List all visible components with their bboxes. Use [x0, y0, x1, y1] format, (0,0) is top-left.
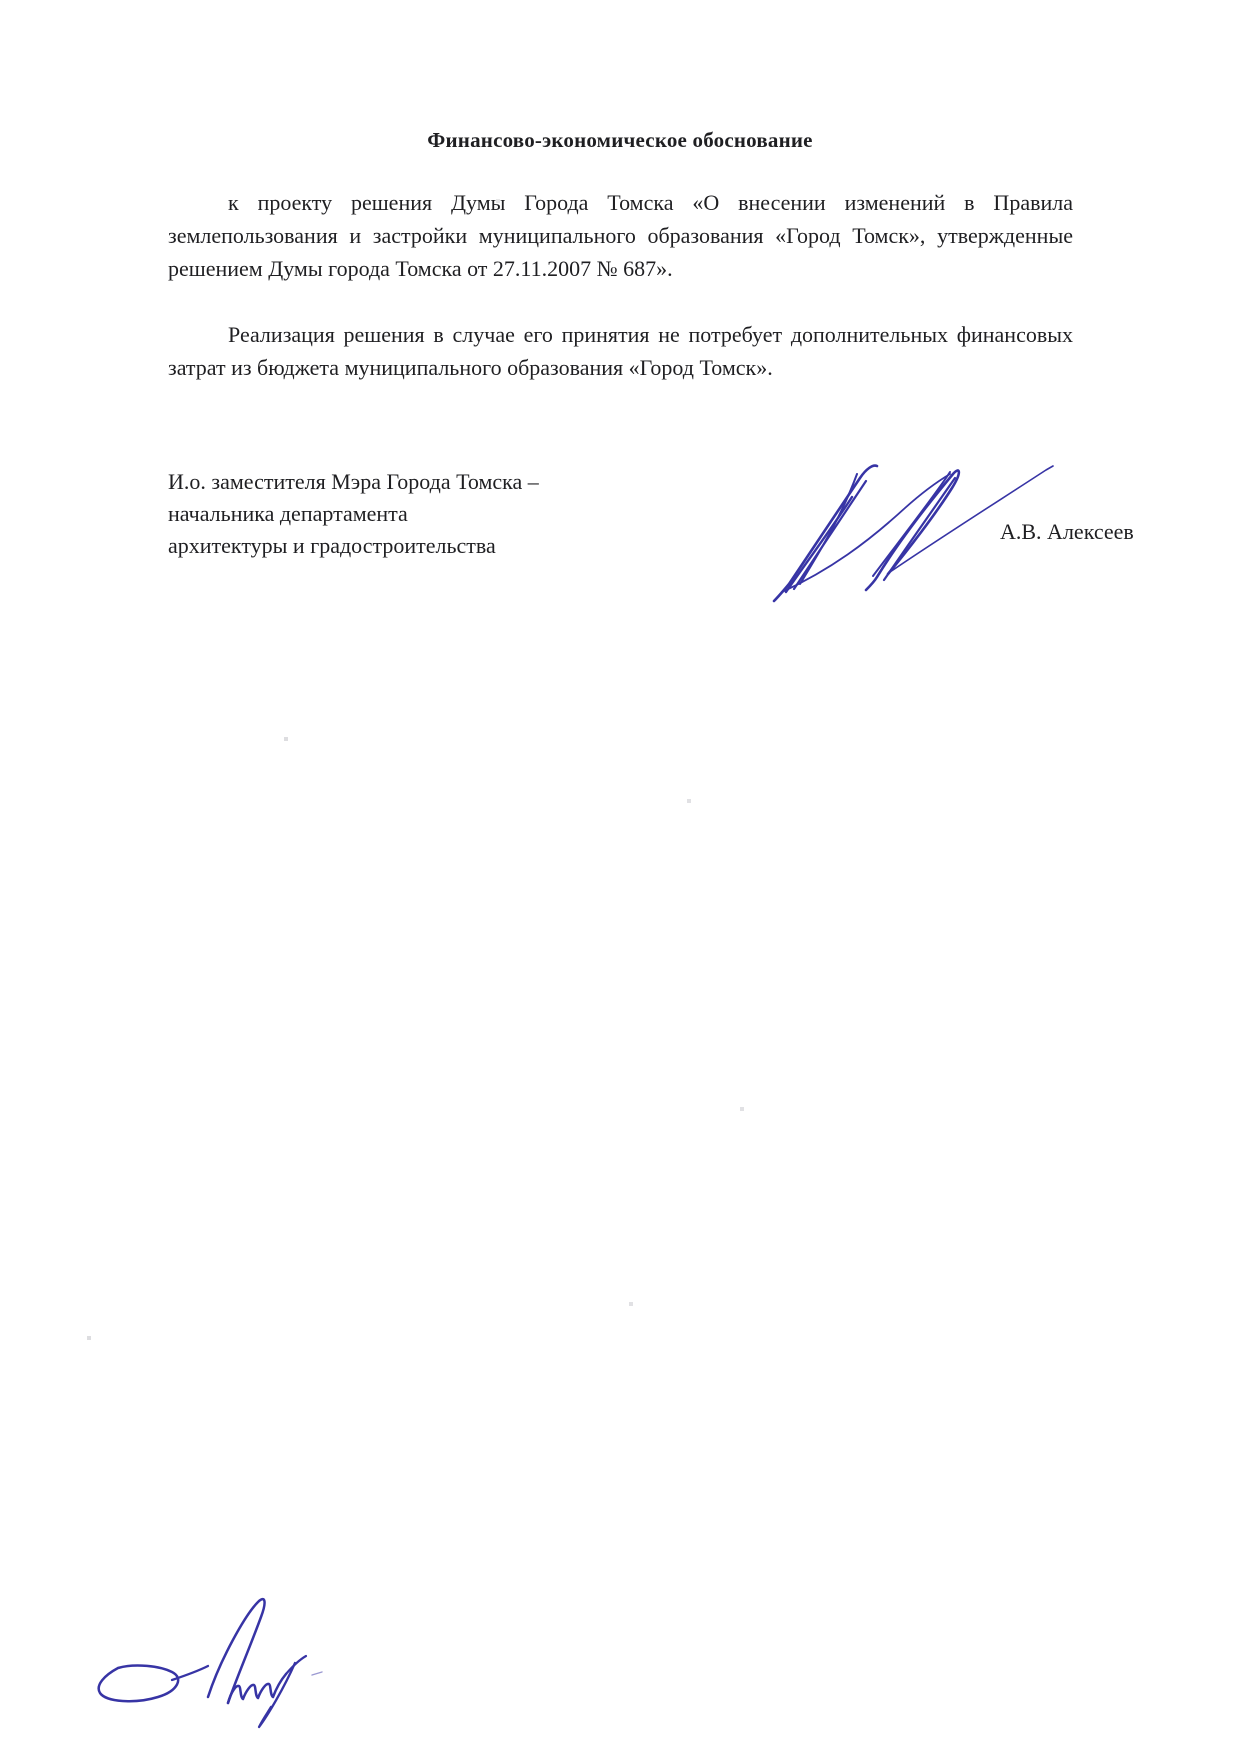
- signature-title-block: [168, 466, 588, 562]
- signer-name: А.В. Алексеев: [1000, 519, 1134, 544]
- signature-scribble-bottom: [99, 1599, 322, 1727]
- document-body: [168, 186, 1073, 384]
- document-title: Финансово-экономическое обоснование: [427, 128, 813, 152]
- signature-title-line-2: начальника департамента: [168, 501, 408, 526]
- paragraph-financial-statement: Реализация решения в случае его принятия не потребует дополнительных финансовых затрат из бюджета муниципального образования «Город Томск».: [168, 322, 1073, 380]
- paragraph-project-reference: к проекту решения Думы Города Томска «О внесении изменений в Правила землепользования и застройки муниципального образования «Город Томск», утвержденные решением Думы города Томска от 27.11.2007 № 687».: [168, 190, 1073, 281]
- signature-title-line-3: архитектуры и градостроительства: [168, 533, 496, 558]
- scan-noise-specks: [0, 0, 2, 2]
- signature-title-line-1: И.о. заместителя Мэра Города Томска –: [168, 469, 539, 494]
